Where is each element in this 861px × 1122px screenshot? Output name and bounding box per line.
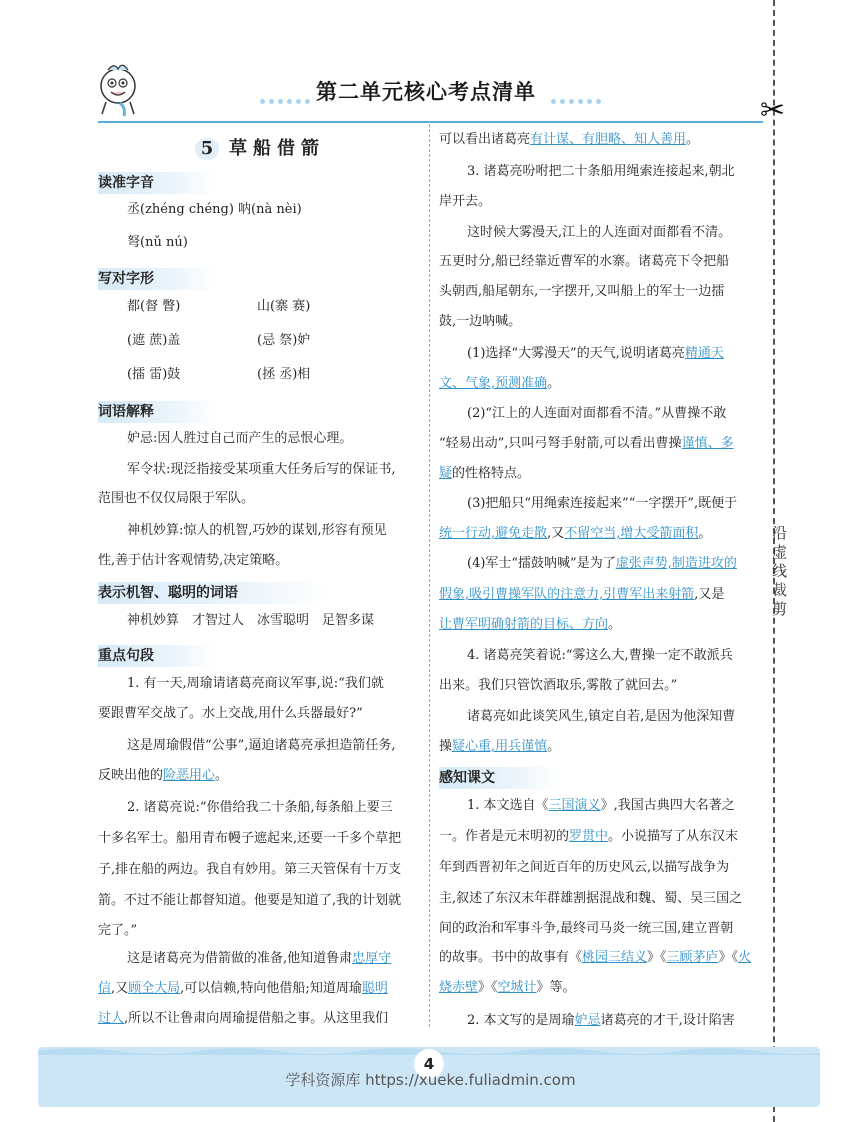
key-answer: 不留空当,增大受箭面积 bbox=[564, 526, 699, 541]
cut-instruction: 沿虚线裁剪 bbox=[772, 524, 788, 618]
wise-words: 神机妙算 才智过人 冰雪聪明 足智多谋 bbox=[127, 613, 375, 628]
passage-line: 2. 诸葛亮说:“你借给我二十条船,每条船上要三 bbox=[127, 800, 393, 815]
question-line: 假象,吸引曹操军队的注意力,引曹军出来射箭,又是 bbox=[439, 587, 725, 602]
write-item: (拯 丞)相 bbox=[257, 367, 311, 382]
mascot-illustration bbox=[94, 58, 144, 118]
source-watermark: 学科资源库 https://xueke.fuliadmin.com bbox=[285, 1071, 576, 1089]
passage-line: 箭。不过不能让都督知道。他要是知道了,我的计划就 bbox=[98, 893, 402, 908]
write-item: (忌 祭)妒 bbox=[257, 333, 311, 348]
key-answer: 三国演义 bbox=[548, 798, 601, 813]
passage-line: 五更时分,船已经靠近曹军的水寨。诸葛亮下令把船 bbox=[439, 254, 730, 269]
question-line: 文、气象,预测准确。 bbox=[439, 376, 561, 391]
passage-line: 这是诸葛亮为借箭做的准备,他知道鲁肃忠厚守 bbox=[127, 951, 392, 966]
section-key-passages: 重点句段 bbox=[98, 645, 218, 667]
key-answer: 桃园三结义 bbox=[582, 950, 648, 965]
question-line: (4)军士“擂鼓呐喊”是为了虚张声势,制造进攻的 bbox=[467, 556, 737, 571]
key-answer: 聪明 bbox=[361, 981, 388, 996]
passage-line: 头朝西,船尾朝东,一字摆开,又叫船上的军士一边擂 bbox=[439, 284, 725, 299]
column-divider bbox=[429, 124, 430, 1027]
write-item: (擂 雷)鼓 bbox=[127, 367, 181, 382]
key-answer: 假象,吸引曹操军队的注意力,引曹军出来射箭 bbox=[439, 587, 695, 602]
question-line: 统一行动,避免走散,又不留空当,增大受箭面积。 bbox=[439, 526, 712, 541]
passage-line: 3. 诸葛亮吩咐把二十条船用绳索连接起来,朝北 bbox=[467, 164, 735, 179]
lesson-title bbox=[195, 134, 325, 160]
write-item: (遮 蔗)盖 bbox=[127, 333, 181, 348]
passage-line: 子,排在船的两边。我自有妙用。第三天管保有十万支 bbox=[98, 862, 402, 877]
section-write: 写对字形 bbox=[98, 268, 218, 290]
section-explain: 词语解释 bbox=[98, 401, 218, 423]
perceive-line: 烧赤壁》《空城计》等。 bbox=[439, 980, 576, 995]
passage-line: 过人,所以不让鲁肃向周瑜提借船之事。从这里我们 bbox=[98, 1011, 389, 1026]
passage-line: 鼓,一边呐喊。 bbox=[439, 314, 522, 329]
passage-line: 4. 诸葛亮笑着说:“雾这么大,曹操一定不敢派兵 bbox=[467, 648, 733, 663]
pronounce-line-1: 丞(zhéng chéng) 呐(nà nèi) bbox=[127, 202, 302, 217]
perceive-line: 间的政治和军事斗争,最终司马炎一统三国,建立晋朝 bbox=[439, 921, 734, 936]
passage-line: 出来。我们只管饮酒取乐,雾散了就回去。” bbox=[439, 678, 678, 693]
passage-line: 操疑心重,用兵谨慎。 bbox=[439, 739, 561, 754]
key-answer: 顾全大局 bbox=[128, 981, 181, 996]
question-line: 疑的性格特点。 bbox=[439, 466, 531, 481]
passage-line: 信,又顾全大局,可以信赖,特向他借船;知道周瑜聪明 bbox=[98, 981, 388, 996]
perceive-line: 的故事。书中的故事有《桃园三结义》《三顾茅庐》《火 bbox=[439, 950, 752, 965]
scissors-icon: ✂ bbox=[760, 93, 786, 128]
passage-line: 1. 有一天,周瑜请诸葛亮商议军事,说:“我们就 bbox=[127, 676, 384, 691]
passage-line: 可以看出诸葛亮有计谋、有胆略、知人善用。 bbox=[439, 132, 700, 147]
key-answer: 谨慎、多 bbox=[681, 436, 734, 451]
key-answer: 空城计 bbox=[497, 980, 537, 995]
explain-line: 神机妙算:惊人的机智,巧妙的谋划,形容有预见 bbox=[127, 523, 387, 538]
passage-line: 岸开去。 bbox=[439, 194, 492, 209]
key-answer: 过人 bbox=[98, 1011, 125, 1026]
perceive-line: 1. 本文选自《三国演义》,我国古典四大名著之 bbox=[467, 798, 735, 813]
lesson-name: 草船借箭 bbox=[229, 138, 325, 159]
explain-line: 军令状:现泛指接受某项重大任务后写的保证书, bbox=[127, 462, 396, 477]
perceive-line: 主,叙述了东汉末年群雄割据混战和魏、蜀、吴三国之 bbox=[439, 891, 743, 906]
key-answer: 精通天 bbox=[684, 346, 724, 361]
write-item: 山(寨 赛) bbox=[257, 299, 311, 314]
perceive-line: 一。作者是元末明初的罗贯中。小说描写了从东汉末 bbox=[439, 829, 739, 844]
passage-line: 反映出他的险恶用心。 bbox=[98, 768, 229, 783]
passage-line: 诸葛亮如此谈笑风生,镇定自若,是因为他深知曹 bbox=[467, 709, 736, 724]
pronounce-line-2: 弩(nǔ nú) bbox=[127, 235, 188, 250]
title-dots-left bbox=[260, 89, 314, 95]
key-answer: 信 bbox=[98, 981, 112, 996]
perceive-line: 年到西晋初年之间近百年的历史风云,以描写战争为 bbox=[439, 860, 730, 875]
header-rule bbox=[98, 121, 763, 123]
key-answer: 险恶用心 bbox=[163, 768, 216, 783]
explain-line: 范围也不仅仅局限于军队。 bbox=[98, 491, 255, 506]
key-answer: 有计谋、有胆略、知人善用 bbox=[530, 132, 687, 147]
lesson-number: 5 bbox=[195, 138, 219, 160]
key-answer: 烧赤壁 bbox=[439, 980, 479, 995]
explain-line: 性,善于估计客观情势,决定策略。 bbox=[98, 553, 289, 568]
passage-line: 完了。” bbox=[98, 923, 138, 938]
question-line: 让曹军明确射箭的目标、方向。 bbox=[439, 617, 622, 632]
key-answer: 罗贯中 bbox=[569, 829, 609, 844]
key-answer: 统一行动,避免走散 bbox=[439, 526, 548, 541]
key-answer: 疑心重,用兵谨慎 bbox=[452, 739, 548, 754]
question-line: “轻易出动”,只叫弓弩手射箭,可以看出曹操谨慎、多 bbox=[439, 436, 734, 451]
section-wise-words: 表示机智、聪明的词语 bbox=[98, 582, 328, 604]
key-answer: 文、气象,预测准确 bbox=[439, 376, 548, 391]
page-title: 第二单元核心考点清单 bbox=[316, 80, 536, 104]
passage-line: 要跟曹军交战了。水上交战,用什么兵器最好?” bbox=[98, 706, 363, 721]
write-item: 都(督 瞥) bbox=[127, 299, 181, 314]
section-perceive: 感知课文 bbox=[439, 767, 559, 789]
passage-line: 这是周瑜假借“公事”,逼迫诸葛亮承担造箭任务, bbox=[127, 738, 396, 753]
key-answer: 疑 bbox=[439, 466, 453, 481]
page-number: 4 bbox=[414, 1049, 444, 1079]
passage-line: 这时候大雾漫天,江上的人连面对面都看不清。 bbox=[467, 225, 732, 240]
question-line: (1)选择“大雾漫天”的天气,说明诸葛亮精通天 bbox=[467, 346, 724, 361]
key-answer: 让曹军明确射箭的目标、方向 bbox=[439, 617, 609, 632]
key-answer: 火 bbox=[738, 950, 752, 965]
key-answer: 三顾茅庐 bbox=[666, 950, 719, 965]
key-answer: 虚张声势,制造进攻的 bbox=[615, 556, 737, 571]
question-line: (3)把船只“用绳索连接起来”“一字摆开”,既便于 bbox=[467, 496, 738, 511]
question-line: (2)“江上的人连面对面都看不清。”从曹操不敢 bbox=[467, 406, 727, 421]
perceive-line: 2. 本文写的是周瑜妒忌诸葛亮的才干,设计陷害 bbox=[467, 1013, 735, 1028]
explain-line: 妒忌:因人胜过自己而产生的忌恨心理。 bbox=[127, 431, 353, 446]
title-dots-right bbox=[551, 89, 605, 95]
section-pronounce: 读准字音 bbox=[98, 172, 218, 194]
key-answer: 妒忌 bbox=[574, 1013, 601, 1028]
key-answer: 忠厚守 bbox=[352, 951, 392, 966]
passage-line: 十多名军士。船用青布幔子遮起来,还要一千多个草把 bbox=[98, 831, 402, 846]
